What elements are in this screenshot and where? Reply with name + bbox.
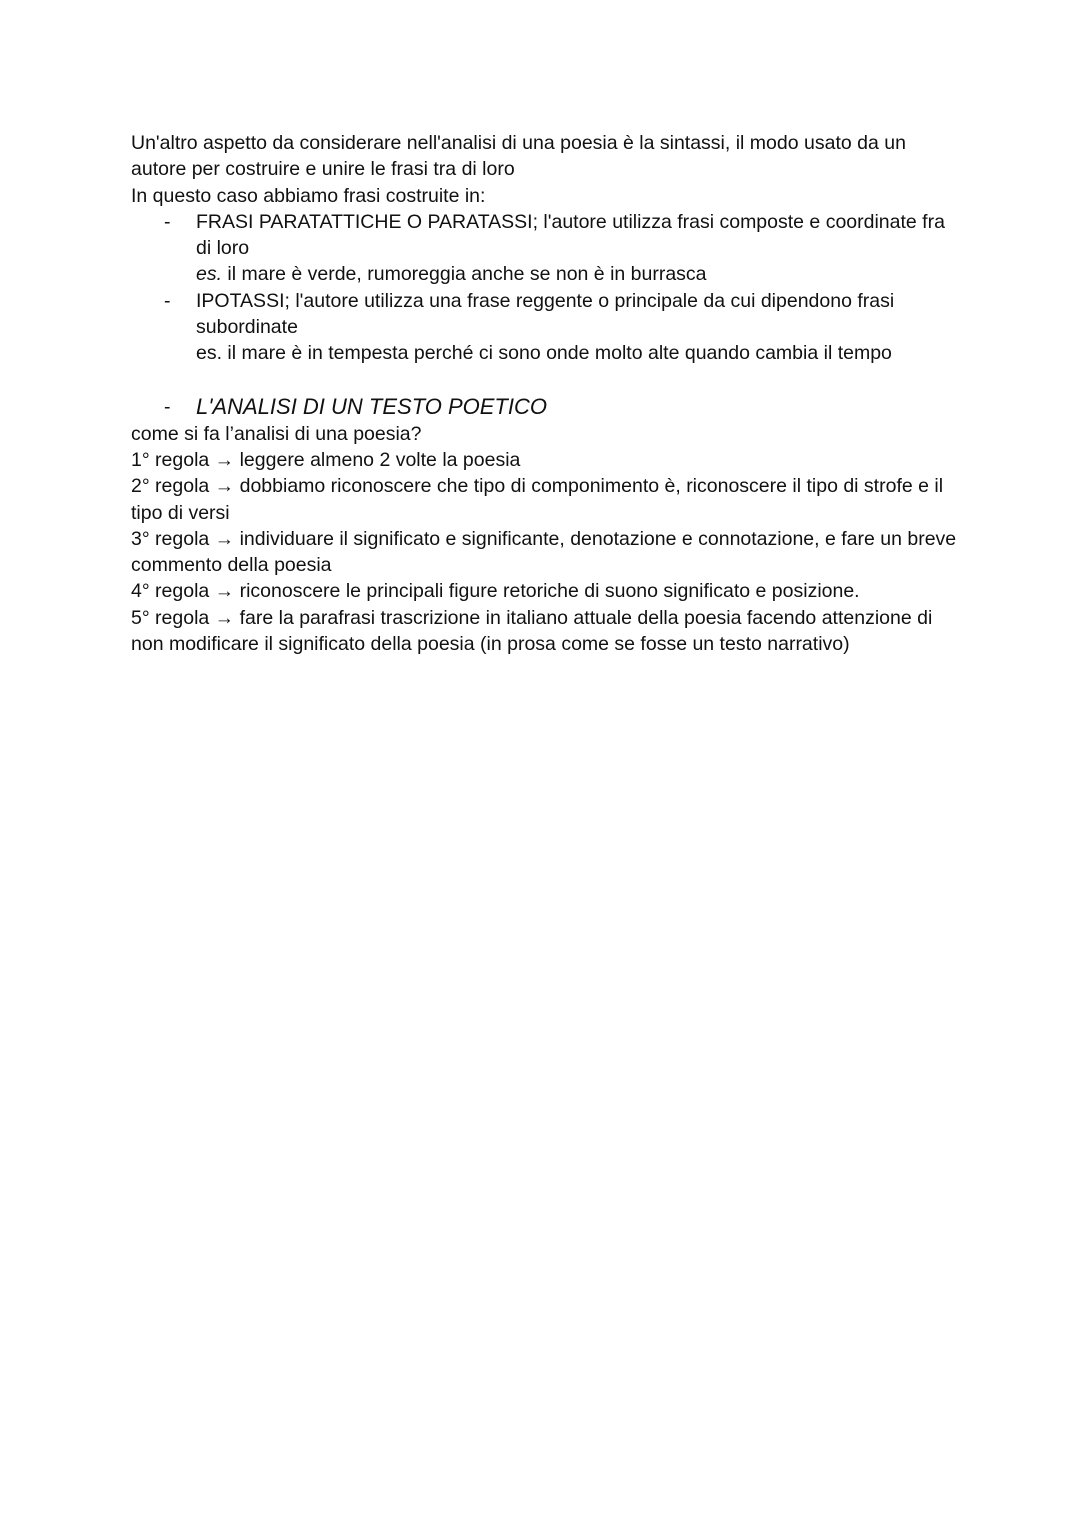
rule-1: 1° regola → leggere almeno 2 volte la poesia <box>131 448 521 471</box>
intro-lead: In questo caso abbiamo frasi costruite in: <box>131 184 486 207</box>
rules-list <box>131 447 961 657</box>
example-prefix: es. <box>196 342 223 365</box>
document-page <box>131 130 961 657</box>
syntax-types-list <box>131 209 961 367</box>
rule-3: 3° regola → individuare il significato e significante, denotazione e connotazione, e fare un breve commento della poesia <box>131 527 957 577</box>
dash-bullet: - <box>164 395 171 418</box>
dash-bullet: - <box>164 210 171 233</box>
example-text: il mare è in tempesta perché ci sono onde molto alte quando cambia il tempo <box>222 342 892 365</box>
example-text: il mare è verde, rumoreggia anche se non è in burrasca <box>222 263 707 286</box>
ipotassi-definition: IPOTASSI; l'autore utilizza una frase reggente o principale da cui dipendono frasi subordinate <box>196 289 895 339</box>
section-heading <box>131 393 961 421</box>
rule-4: 4° regola → riconoscere le principali figure retoriche di suono significato e posizione. <box>131 580 860 603</box>
spacer <box>131 367 961 393</box>
section-question: come si fa l’analisi di una poesia? <box>131 422 422 445</box>
example-prefix: es. <box>196 263 223 286</box>
list-item-paratassi <box>131 209 961 288</box>
list-item-ipotassi <box>131 288 961 367</box>
paratassi-example <box>196 261 961 287</box>
ipotassi-example <box>196 340 961 366</box>
paratassi-definition: FRASI PARATATTICHE O PARATASSI; l'autore utilizza frasi composte e coordinate fra di loro <box>196 210 945 260</box>
section-title: L'ANALISI DI UN TESTO POETICO <box>196 393 547 419</box>
rule-2: 2° regola → dobbiamo riconoscere che tipo di componimento è, riconoscere il tipo di strofe e il tipo di versi <box>131 475 944 524</box>
rule-5: 5° regola → fare la parafrasi trascrizione in italiano attuale della poesia facendo attenzione di non modificare il significato della poesia (in prosa come se fosse un testo narrativo) <box>131 606 933 656</box>
dash-bullet: - <box>164 289 171 312</box>
intro-paragraph: Un'altro aspetto da considerare nell'analisi di una poesia è la sintassi, il modo usato da un autore per costruire e unire le frasi tra di loro <box>131 132 906 181</box>
